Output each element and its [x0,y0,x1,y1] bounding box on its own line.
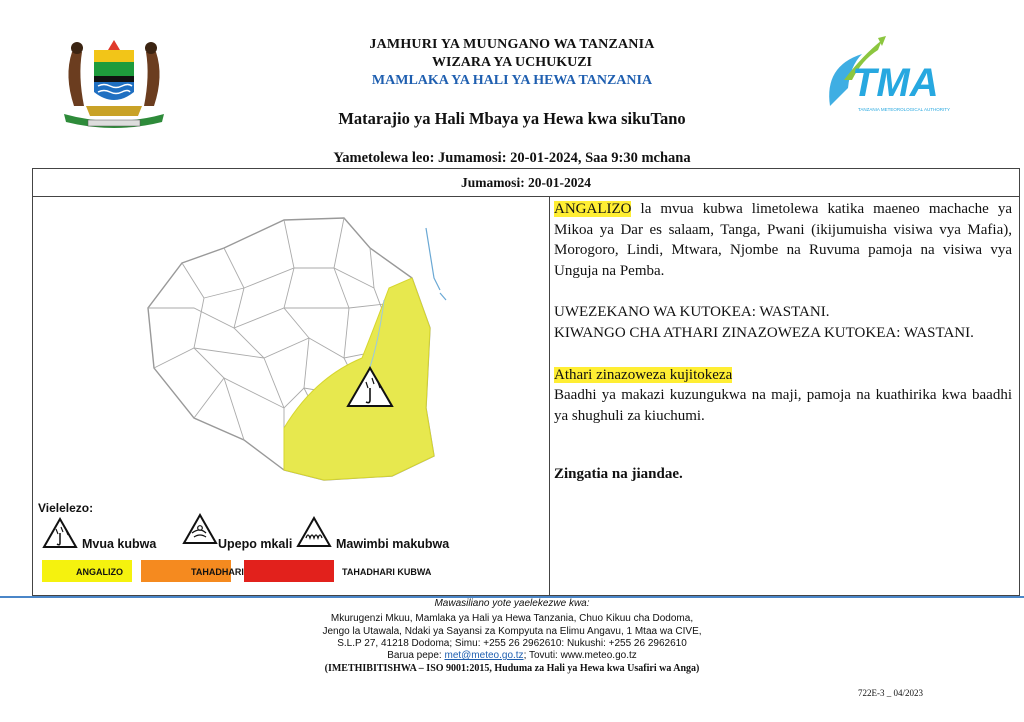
impacts-heading: Athari zinazoweza kujitokeza [554,366,733,383]
large-waves-legend-icon [296,516,332,548]
contact-line-1: Mkurugenzi Mkuu, Mamlaka ya Hali ya Hewa Tanzania, Chuo Kikuu cha Dodoma, [330,613,694,624]
website-text: ; Tovuti: www.meteo.go.tz [523,650,637,661]
legend-angalizo: ANGALIZO [76,567,123,577]
iso-certification: (IMETHIBITISHWA – ISO 9001:2015, Huduma za Hali ya Hewa kwa Usafiri wa Anga) [324,663,700,674]
column-divider [549,196,550,595]
ministry-name: WIZARA YA UCHUKUZI [432,55,592,70]
issued-date: Yametolewa leo: Jumamosi: 20-01-2024, Saa 9:30 mchana [333,150,691,166]
forecast-day-header: Jumamosi: 20-01-2024 [33,169,1019,197]
legend-heavy-rain: Mvua kubwa [82,537,157,551]
form-code: 722E-3 _ 04/2023 [858,688,923,698]
closing-advice: Zingatia na jiandae. [554,466,683,483]
legend-strong-wind: Upepo mkali [218,537,293,551]
tma-logo-tagline: TANZANIA METEOROLOGICAL AUTHORITY [858,107,950,112]
legend-tahadhari-kubwa: TAHADHARI KUBWA [342,567,432,577]
contact-line-2: Jengo la Utawala, Ndaki ya Sayansi za Kompyuta na Elimu Angavu, 1 Mtaa wa CIVE, [322,626,702,637]
warning-paragraph [554,199,1012,281]
warning-text [554,199,1012,485]
legend-title: Vielelezo: [38,501,94,515]
legend-tahadhari: TAHADHARI [191,567,244,577]
email-label: Barua pepe: [387,650,445,661]
heavy-rain-legend-icon [42,517,78,549]
email-link[interactable]: met@meteo.go.tz [444,650,524,661]
strong-wind-legend-icon [182,513,218,545]
contact-line-4 [0,650,1024,661]
tma-logo-text: TMA [852,61,939,105]
likelihood-text: UWEZEKANO WA KUTOKEA: WASTANI. [554,304,830,321]
legend-large-waves: Mawimbi makubwa [336,537,450,551]
warning-level-highlight: ANGALIZO [554,201,632,217]
contact-line-3: S.L.P 27, 41218 Dodoma; Simu: +255 26 2962610: Nukushi: +255 26 2962610 [337,638,687,649]
tanzania-warning-map [134,208,464,498]
impacts-text: Baadhi ya makazi kuzungukwa na maji, pamoja na kuathirika kwa baadhi ya shughuli za kiuchumi. [554,387,1012,424]
tahadhari-kubwa-swatch [244,560,334,582]
impact-level-text: KIWANGO CHA ATHARI ZINAZOWEZA KUTOKEA: WASTANI. [554,324,974,341]
contact-heading: Mawasiliano yote yaelekezwe kwa: [434,598,590,609]
warning-description: la mvua kubwa limetolewa katika maeneo machache ya Mikoa ya Dar es salaam, Tanga, Pwani (ikijumuisha visiwa vya Mafia), Morogoro, Lindi, Mtwara, Njombe na Ruvuma pamoja na visiwa vya Unguja na Pemba. [554,201,1012,279]
document-title: Matarajio ya Hali Mbaya ya Hewa kwa sikuTano [338,109,686,128]
republic-name: JAMHURI YA MUUNGANO WA TANZANIA [369,37,655,52]
authority-name: MAMLAKA YA HALI YA HEWA TANZANIA [371,73,653,88]
